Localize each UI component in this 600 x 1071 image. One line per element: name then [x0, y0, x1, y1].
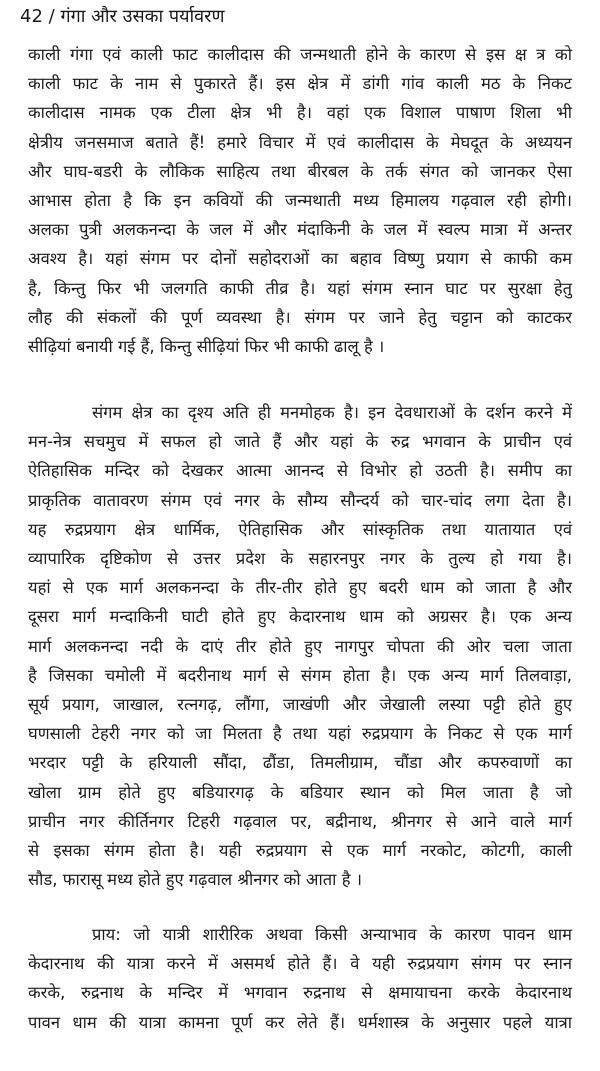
- text-line: काली गंगा एवं काली फाट कालीदास की जन्मथाती होने के कारण से इस क्ष त्र को: [28, 45, 572, 64]
- text-line: प्राय: जो यात्री शारीरिक अथवा किसी अन्याभाव के कारण पावन धाम: [92, 925, 572, 944]
- text-line: अवश्य है। यहां संगम पर दोनों सहोदराओं का बहाव विष्णु प्रयाग से काफी कम: [28, 249, 572, 269]
- text-line: करके, रुद्रनाथ के मन्दिर में भगवान रुद्रनाथ से क्षमायाचना करके केदारनाथ: [28, 983, 572, 1003]
- text-line: खोला ग्राम होते हुए बडियारगढ़ के बडियार स्थान को मिल जाता है जो: [28, 782, 572, 802]
- text-line: सूर्य प्रयाग, जाखाल, रत्नगढ़, लौंगा, जाखंणी और जेखाली लस्या पट्टी होते हुए: [28, 695, 572, 714]
- text-line: और घाघ-बडरी के लौकिक साहित्य तथा बीरबल के तर्क संगत को जानकर ऐसा: [28, 161, 572, 181]
- text-line: ऐतिहासिक मन्दिर को देखकर आत्मा आनन्द से विभोर हो उठती है। समीप का: [28, 461, 572, 481]
- text-line: मार्ग अलकनन्दा नदी के दाएं तीर होते हुए नागपुर चोपता की ओर चला जाता: [28, 636, 572, 656]
- text-line: यह रुद्रप्रयाग क्षेत्र धार्मिक, ऐतिहासिक और सांस्कृतिक तथा यातायात एवं: [28, 519, 572, 539]
- page-number: 42: [20, 6, 43, 27]
- text-line: आभास होता है कि इन कवियों की जन्मथाती मध्य हिमालय गढ़वाल रही होगी।: [28, 191, 572, 210]
- text-line: पावन धाम की यात्रा कामना पूर्ण कर लेते हैं। धर्मशास्त्र के अनुसार पहले यात्रा: [28, 1012, 572, 1032]
- text-line: कालीदास नामक एक टीला क्षेत्र भी है। वहां एक विशाल पाषाण शिला भी: [28, 103, 572, 123]
- text-line: केदारनाथ की यात्रा करने में असमर्थ होते हैं। वे यही रुद्रप्रयाग संगम पर स्नान: [28, 954, 572, 974]
- text-line: प्राचीन नगर कीर्तिनगर टिहरी गढ़वाल पर, बद्रीनाथ, श्रीनगर से आने वाले मार्ग: [28, 811, 572, 831]
- text-line: दूसरा मार्ग मन्दाकिनी घाटी होते हुए केदारनाथ धाम को अग्रसर है। एक अन्य: [28, 607, 572, 627]
- book-title: गंगा और उसका पर्यावरण: [60, 6, 225, 27]
- text-line: है, किन्तु फिर भी जलगति काफी तीव्र है। यहां संगम स्नान घाट पर सुरक्षा हेतु: [28, 278, 572, 298]
- text-line: काली फाट के नाम से पुकारते हैं। इस क्षेत्र में डांगी गांव काली मठ के निकट: [28, 74, 572, 94]
- text-line: अलका पुत्री अलकनन्दा के जल में और मंदाकिनी के जल में स्वल्प मात्रा में अन्तर: [28, 220, 572, 240]
- running-header: [20, 4, 225, 30]
- text-line: है जिसका चमोली में बदरीनाथ मार्ग से संगम होता है। एक अन्य मार्ग तिलवाड़ा,: [28, 665, 572, 685]
- text-line: प्राकृतिक वातावरण संगम एवं नगर के सौम्य सौन्दर्य को चार-चांद लगा देता है।: [28, 490, 572, 510]
- text-line: व्यापारिक दृष्टिकोण से उत्तर प्रदेश के सहारनपुर नगर के तुल्य हो गया है।: [28, 549, 572, 568]
- text-line: सीढ़ियां बनायी गई हैं, किन्तु सीढ़ियां फिर भी काफी ढालू है ।: [28, 337, 385, 356]
- header-separator: /: [48, 6, 55, 27]
- text-line: से इसका संगम होता है। यही रुद्रप्रयाग से एक मार्ग नरकोट, कोटगी, काली: [28, 841, 572, 860]
- text-line: घणसाली टेहरी नगर को जा मिलता है तथा यहां रुद्रप्रयाग के निकट से एक मार्ग: [28, 724, 572, 744]
- text-line: संगम क्षेत्र का दृश्य अति ही मनमोहक है। इन देवधाराओं के दर्शन करने में: [92, 403, 572, 422]
- text-line: भरदार पट्टी के हरियाली सौंदा, ढौंडा, तिमलीग्राम, चौंडा और कपरुवाणों का: [28, 753, 572, 773]
- text-line: लौह की संकलों की पूर्ण व्यवस्था है। संगम पर जाने हेतु चट्टान को काटकर: [28, 307, 572, 327]
- text-line: मन-नेत्र सचमुच में सफल हो जाते हैं और यहां के रुद्र भगवान के प्राचीन एवं: [28, 432, 572, 452]
- text-line: सौड, फारासू मध्य होते हुए गढ़वाल श्रीनगर को आता है ।: [28, 870, 362, 890]
- text-line: क्षेत्रीय जनसमाज बताते हैं! हमारे विचार में एवं कालीदास के मेघदूत के अध्ययन: [28, 132, 572, 152]
- text-line: यहां से एक मार्ग अलकनन्दा के तीर-तीर होते हुए बदरी धाम को जाता है और: [28, 578, 572, 598]
